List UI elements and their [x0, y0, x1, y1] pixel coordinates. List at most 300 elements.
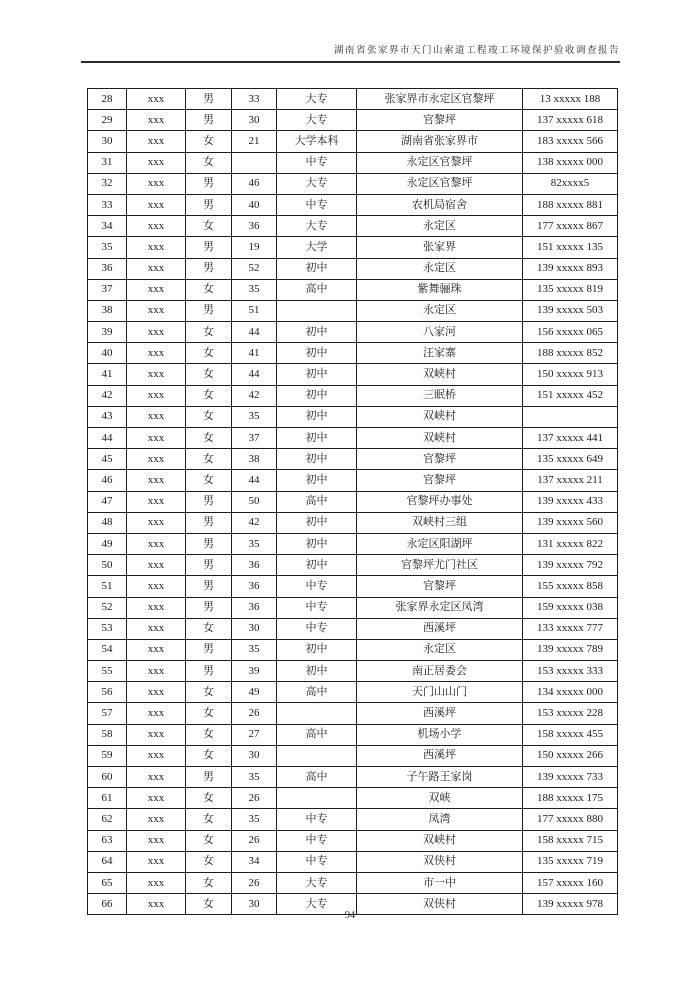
table-cell-address: 西溪坪 [357, 745, 523, 766]
table-cell-address: 双侠村 [357, 894, 523, 915]
table-cell-age: 35 [232, 533, 277, 554]
table-cell-name: xxx [127, 194, 186, 215]
table-row [88, 279, 618, 300]
table-cell-index: 54 [88, 639, 127, 660]
table-cell-index: 51 [88, 576, 127, 597]
table-cell-address: 紫舞骊珠 [357, 279, 523, 300]
table-body [88, 89, 618, 915]
table-cell-phone: 137 xxxxx 441 [523, 428, 618, 449]
table-cell-phone: 139 xxxxx 978 [523, 894, 618, 915]
table-cell-address: 永定区 [357, 216, 523, 237]
table-cell-education: 初中 [277, 258, 357, 279]
table-row [88, 512, 618, 533]
table-cell-education [277, 703, 357, 724]
table-cell-index: 48 [88, 512, 127, 533]
table-cell-phone: 139 xxxxx 792 [523, 555, 618, 576]
table-cell-gender: 男 [186, 110, 232, 131]
table-cell-phone: 138 xxxxx 000 [523, 152, 618, 173]
table-cell-gender: 女 [186, 470, 232, 491]
table-cell-index: 56 [88, 682, 127, 703]
table-cell-age: 30 [232, 618, 277, 639]
table-cell-phone: 13 xxxxx 188 [523, 89, 618, 110]
table-cell-index: 44 [88, 428, 127, 449]
table-cell-education: 初中 [277, 533, 357, 554]
table-cell-phone: 150 xxxxx 266 [523, 745, 618, 766]
table-cell-index: 43 [88, 406, 127, 427]
table-cell-education: 初中 [277, 512, 357, 533]
table-cell-name: xxx [127, 830, 186, 851]
table-cell-index: 58 [88, 724, 127, 745]
table-cell-address: 张家界永定区凤湾 [357, 597, 523, 618]
table-cell-name: xxx [127, 555, 186, 576]
survey-respondents-table [87, 88, 618, 915]
table-cell-name: xxx [127, 89, 186, 110]
table-cell-index: 49 [88, 533, 127, 554]
table-cell-phone: 137 xxxxx 211 [523, 470, 618, 491]
table-cell-gender: 男 [186, 597, 232, 618]
table-cell-address: 官黎坪 [357, 110, 523, 131]
table-cell-name: xxx [127, 512, 186, 533]
table-cell-gender: 男 [186, 258, 232, 279]
table-row [88, 851, 618, 872]
page-footer [0, 910, 700, 921]
table-cell-phone: 137 xxxxx 618 [523, 110, 618, 131]
table-cell-index: 66 [88, 894, 127, 915]
table-cell-address: 永定区 [357, 639, 523, 660]
table-row [88, 152, 618, 173]
table-cell-education [277, 300, 357, 321]
table-cell-age: 30 [232, 110, 277, 131]
table-cell-age: 26 [232, 788, 277, 809]
table-cell-age: 36 [232, 576, 277, 597]
table-cell-address: 天门山山门 [357, 682, 523, 703]
table-cell-phone: 82xxxx5 [523, 173, 618, 194]
table-cell-gender: 女 [186, 216, 232, 237]
table-cell-education: 中专 [277, 576, 357, 597]
table-cell-age: 49 [232, 682, 277, 703]
table-cell-gender: 男 [186, 194, 232, 215]
table-cell-name: xxx [127, 809, 186, 830]
table-cell-address: 双峡村 [357, 830, 523, 851]
table-cell-name: xxx [127, 216, 186, 237]
table-cell-index: 39 [88, 322, 127, 343]
table-cell-gender: 女 [186, 343, 232, 364]
table-cell-phone: 139 xxxxx 789 [523, 639, 618, 660]
table-cell-name: xxx [127, 597, 186, 618]
table-cell-gender: 女 [186, 322, 232, 343]
table-cell-age: 38 [232, 449, 277, 470]
table-cell-name: xxx [127, 894, 186, 915]
table-cell-index: 34 [88, 216, 127, 237]
table-cell-gender: 女 [186, 703, 232, 724]
table-cell-name: xxx [127, 152, 186, 173]
table-cell-address: 官黎坪 [357, 449, 523, 470]
table-cell-age: 26 [232, 703, 277, 724]
table-cell-phone: 155 xxxxx 858 [523, 576, 618, 597]
table-cell-gender: 女 [186, 830, 232, 851]
table-row [88, 872, 618, 893]
table-cell-age: 35 [232, 639, 277, 660]
table-cell-education: 初中 [277, 639, 357, 660]
table-cell-index: 53 [88, 618, 127, 639]
table-cell-education [277, 745, 357, 766]
table-cell-age: 27 [232, 724, 277, 745]
table-row [88, 322, 618, 343]
table-cell-phone: 139 xxxxx 433 [523, 491, 618, 512]
table-cell-index: 63 [88, 830, 127, 851]
table-cell-index: 62 [88, 809, 127, 830]
table-cell-gender: 女 [186, 872, 232, 893]
table-cell-index: 52 [88, 597, 127, 618]
table-cell-age: 21 [232, 131, 277, 152]
table-cell-address: 双峡 [357, 788, 523, 809]
table-row [88, 258, 618, 279]
table-cell-gender: 女 [186, 406, 232, 427]
table-cell-index: 55 [88, 661, 127, 682]
table-cell-gender: 男 [186, 661, 232, 682]
table-cell-education: 大学本科 [277, 131, 357, 152]
table-cell-age: 19 [232, 237, 277, 258]
table-cell-phone: 150 xxxxx 913 [523, 364, 618, 385]
table-cell-index: 32 [88, 173, 127, 194]
table-cell-age: 26 [232, 830, 277, 851]
table-cell-phone: 158 xxxxx 455 [523, 724, 618, 745]
table-cell-name: xxx [127, 131, 186, 152]
table-row [88, 597, 618, 618]
table-cell-gender: 女 [186, 279, 232, 300]
table-cell-index: 59 [88, 745, 127, 766]
table-cell-phone: 159 xxxxx 038 [523, 597, 618, 618]
table-cell-gender: 女 [186, 131, 232, 152]
table-cell-name: xxx [127, 767, 186, 788]
table-cell-gender: 男 [186, 555, 232, 576]
table-cell-address: 张家界 [357, 237, 523, 258]
table-cell-name: xxx [127, 300, 186, 321]
table-row [88, 724, 618, 745]
table-cell-name: xxx [127, 703, 186, 724]
table-cell-education: 初中 [277, 364, 357, 385]
table-row [88, 788, 618, 809]
table-cell-education [277, 788, 357, 809]
table-cell-address: 市一中 [357, 872, 523, 893]
table-row [88, 576, 618, 597]
table-cell-name: xxx [127, 343, 186, 364]
table-row [88, 131, 618, 152]
table-cell-age: 35 [232, 279, 277, 300]
table-cell-name: xxx [127, 491, 186, 512]
table-cell-index: 61 [88, 788, 127, 809]
table-cell-gender: 男 [186, 767, 232, 788]
table-cell-age: 52 [232, 258, 277, 279]
table-row [88, 406, 618, 427]
table-cell-name: xxx [127, 406, 186, 427]
table-cell-education: 高中 [277, 682, 357, 703]
table-cell-phone [523, 406, 618, 427]
table-cell-phone: 157 xxxxx 160 [523, 872, 618, 893]
page-number: 94 [344, 910, 356, 921]
table-cell-age: 46 [232, 173, 277, 194]
table-cell-name: xxx [127, 872, 186, 893]
table-cell-gender: 男 [186, 491, 232, 512]
table-cell-name: xxx [127, 237, 186, 258]
table-cell-education: 初中 [277, 555, 357, 576]
table-cell-education: 大专 [277, 173, 357, 194]
table-cell-gender: 女 [186, 724, 232, 745]
table-cell-address: 三眠桥 [357, 385, 523, 406]
table-cell-education: 中专 [277, 851, 357, 872]
table-cell-education: 大专 [277, 872, 357, 893]
table-cell-index: 37 [88, 279, 127, 300]
table-cell-address: 永定区阳湖坪 [357, 533, 523, 554]
table-cell-address: 永定区官黎坪 [357, 173, 523, 194]
table-cell-education: 中专 [277, 194, 357, 215]
table-cell-index: 29 [88, 110, 127, 131]
table-row [88, 555, 618, 576]
table-cell-education: 中专 [277, 152, 357, 173]
table-cell-age: 40 [232, 194, 277, 215]
table-cell-address: 张家界市永定区官黎坪 [357, 89, 523, 110]
table-row [88, 110, 618, 131]
table-cell-phone: 135 xxxxx 649 [523, 449, 618, 470]
table-cell-age: 36 [232, 597, 277, 618]
table-cell-phone: 131 xxxxx 822 [523, 533, 618, 554]
table-cell-phone: 151 xxxxx 452 [523, 385, 618, 406]
table-cell-education: 大专 [277, 216, 357, 237]
table-cell-education: 大专 [277, 110, 357, 131]
table-row [88, 470, 618, 491]
table-cell-age: 36 [232, 555, 277, 576]
table-cell-address: 西溪坪 [357, 618, 523, 639]
table-cell-address: 永定区 [357, 258, 523, 279]
table-cell-name: xxx [127, 618, 186, 639]
table-cell-education: 中专 [277, 597, 357, 618]
table-cell-phone: 139 xxxxx 893 [523, 258, 618, 279]
table-row [88, 639, 618, 660]
table-cell-phone: 188 xxxxx 852 [523, 343, 618, 364]
table-cell-address: 南正居委会 [357, 661, 523, 682]
table-cell-address: 官黎坪尤门社区 [357, 555, 523, 576]
table-cell-address: 汪家寨 [357, 343, 523, 364]
table-cell-address: 双峡村 [357, 364, 523, 385]
table-cell-name: xxx [127, 364, 186, 385]
table-cell-age: 30 [232, 745, 277, 766]
table-cell-index: 40 [88, 343, 127, 364]
table-cell-gender: 女 [186, 152, 232, 173]
table-cell-name: xxx [127, 745, 186, 766]
table-row [88, 428, 618, 449]
table-cell-index: 33 [88, 194, 127, 215]
table-cell-name: xxx [127, 576, 186, 597]
table-cell-name: xxx [127, 639, 186, 660]
table-cell-name: xxx [127, 851, 186, 872]
table-cell-phone: 151 xxxxx 135 [523, 237, 618, 258]
table-cell-gender: 男 [186, 300, 232, 321]
table-cell-age: 44 [232, 470, 277, 491]
table-cell-phone: 139 xxxxx 733 [523, 767, 618, 788]
table-cell-phone: 135 xxxxx 719 [523, 851, 618, 872]
table-cell-index: 50 [88, 555, 127, 576]
table-cell-education: 中专 [277, 830, 357, 851]
table-cell-education: 高中 [277, 491, 357, 512]
table-cell-phone: 156 xxxxx 065 [523, 322, 618, 343]
table-cell-education: 初中 [277, 449, 357, 470]
table-cell-age: 36 [232, 216, 277, 237]
table-cell-address: 双峡村 [357, 406, 523, 427]
table-cell-education: 中专 [277, 809, 357, 830]
table-cell-education: 中专 [277, 618, 357, 639]
table-row [88, 767, 618, 788]
table-row [88, 364, 618, 385]
table-cell-index: 64 [88, 851, 127, 872]
table-cell-name: xxx [127, 470, 186, 491]
table-row [88, 682, 618, 703]
table-cell-gender: 男 [186, 639, 232, 660]
table-row [88, 300, 618, 321]
table-cell-gender: 女 [186, 894, 232, 915]
table-cell-address: 子午路王家岗 [357, 767, 523, 788]
table-row [88, 830, 618, 851]
table-cell-age [232, 152, 277, 173]
table-cell-education: 初中 [277, 385, 357, 406]
table-cell-education: 初中 [277, 322, 357, 343]
table-cell-phone: 139 xxxxx 503 [523, 300, 618, 321]
table-cell-name: xxx [127, 258, 186, 279]
table-row [88, 173, 618, 194]
table-cell-address: 凤湾 [357, 809, 523, 830]
table-cell-index: 35 [88, 237, 127, 258]
table-cell-name: xxx [127, 279, 186, 300]
table-cell-address: 官黎坪办事处 [357, 491, 523, 512]
table-cell-gender: 女 [186, 851, 232, 872]
table-row [88, 449, 618, 470]
table-row [88, 661, 618, 682]
table-cell-address: 湖南省张家界市 [357, 131, 523, 152]
page-header [81, 40, 620, 63]
table-cell-name: xxx [127, 173, 186, 194]
table-cell-gender: 男 [186, 512, 232, 533]
table-cell-phone: 183 xxxxx 566 [523, 131, 618, 152]
table-cell-education: 初中 [277, 343, 357, 364]
table-cell-address: 双侠村 [357, 851, 523, 872]
table-cell-name: xxx [127, 110, 186, 131]
table-cell-gender: 女 [186, 809, 232, 830]
table-cell-gender: 女 [186, 385, 232, 406]
table-cell-phone: 153 xxxxx 228 [523, 703, 618, 724]
table-cell-phone: 134 xxxxx 000 [523, 682, 618, 703]
table-cell-gender: 女 [186, 428, 232, 449]
table-cell-name: xxx [127, 682, 186, 703]
table-cell-gender: 男 [186, 533, 232, 554]
table-cell-address: 八家河 [357, 322, 523, 343]
table-cell-index: 47 [88, 491, 127, 512]
table-cell-phone: 188 xxxxx 175 [523, 788, 618, 809]
table-cell-education: 初中 [277, 470, 357, 491]
table-row [88, 533, 618, 554]
table-cell-age: 39 [232, 661, 277, 682]
table-cell-address: 双峡村 [357, 428, 523, 449]
table-cell-name: xxx [127, 449, 186, 470]
table-cell-age: 42 [232, 512, 277, 533]
table-cell-age: 34 [232, 851, 277, 872]
table-cell-phone: 158 xxxxx 715 [523, 830, 618, 851]
table-cell-age: 41 [232, 343, 277, 364]
table-cell-address: 官黎坪 [357, 576, 523, 597]
table-cell-index: 38 [88, 300, 127, 321]
table-cell-index: 65 [88, 872, 127, 893]
table-cell-index: 57 [88, 703, 127, 724]
table-cell-education: 大专 [277, 894, 357, 915]
table-cell-index: 60 [88, 767, 127, 788]
table-cell-age: 35 [232, 809, 277, 830]
table-cell-name: xxx [127, 661, 186, 682]
table-row [88, 618, 618, 639]
table-row [88, 385, 618, 406]
table-row [88, 89, 618, 110]
table-cell-phone: 135 xxxxx 819 [523, 279, 618, 300]
table-cell-address: 农机局宿舍 [357, 194, 523, 215]
table-cell-name: xxx [127, 788, 186, 809]
table-cell-education: 初中 [277, 406, 357, 427]
table-cell-gender: 女 [186, 364, 232, 385]
table-row [88, 216, 618, 237]
table-cell-phone: 177 xxxxx 880 [523, 809, 618, 830]
table-cell-phone: 153 xxxxx 333 [523, 661, 618, 682]
table-row [88, 491, 618, 512]
table-cell-gender: 男 [186, 173, 232, 194]
table-cell-phone: 133 xxxxx 777 [523, 618, 618, 639]
table-cell-age: 44 [232, 322, 277, 343]
table-cell-address: 西溪坪 [357, 703, 523, 724]
table-cell-education: 初中 [277, 661, 357, 682]
table-cell-name: xxx [127, 322, 186, 343]
table-cell-address: 官黎坪 [357, 470, 523, 491]
table-row [88, 809, 618, 830]
table-cell-gender: 男 [186, 237, 232, 258]
table-cell-education: 初中 [277, 428, 357, 449]
table-cell-name: xxx [127, 385, 186, 406]
table-cell-education: 高中 [277, 279, 357, 300]
table-cell-index: 30 [88, 131, 127, 152]
table-cell-index: 28 [88, 89, 127, 110]
table-row [88, 194, 618, 215]
table-cell-education: 高中 [277, 724, 357, 745]
table-cell-phone: 188 xxxxx 881 [523, 194, 618, 215]
table-cell-age: 30 [232, 894, 277, 915]
table-cell-education: 高中 [277, 767, 357, 788]
table-cell-phone: 177 xxxxx 867 [523, 216, 618, 237]
table-cell-index: 41 [88, 364, 127, 385]
table-cell-gender: 男 [186, 89, 232, 110]
table-cell-gender: 女 [186, 618, 232, 639]
table-cell-phone: 139 xxxxx 560 [523, 512, 618, 533]
table-cell-age: 37 [232, 428, 277, 449]
table-cell-education: 大专 [277, 89, 357, 110]
table-cell-index: 31 [88, 152, 127, 173]
table-cell-address: 双峡村三组 [357, 512, 523, 533]
table-row [88, 237, 618, 258]
table-cell-gender: 女 [186, 682, 232, 703]
table-cell-address: 永定区官黎坪 [357, 152, 523, 173]
table-cell-name: xxx [127, 724, 186, 745]
table-cell-name: xxx [127, 428, 186, 449]
table-cell-age: 33 [232, 89, 277, 110]
table-cell-index: 36 [88, 258, 127, 279]
table-cell-index: 45 [88, 449, 127, 470]
table-row [88, 745, 618, 766]
table-cell-name: xxx [127, 533, 186, 554]
table-cell-age: 44 [232, 364, 277, 385]
table-row [88, 703, 618, 724]
